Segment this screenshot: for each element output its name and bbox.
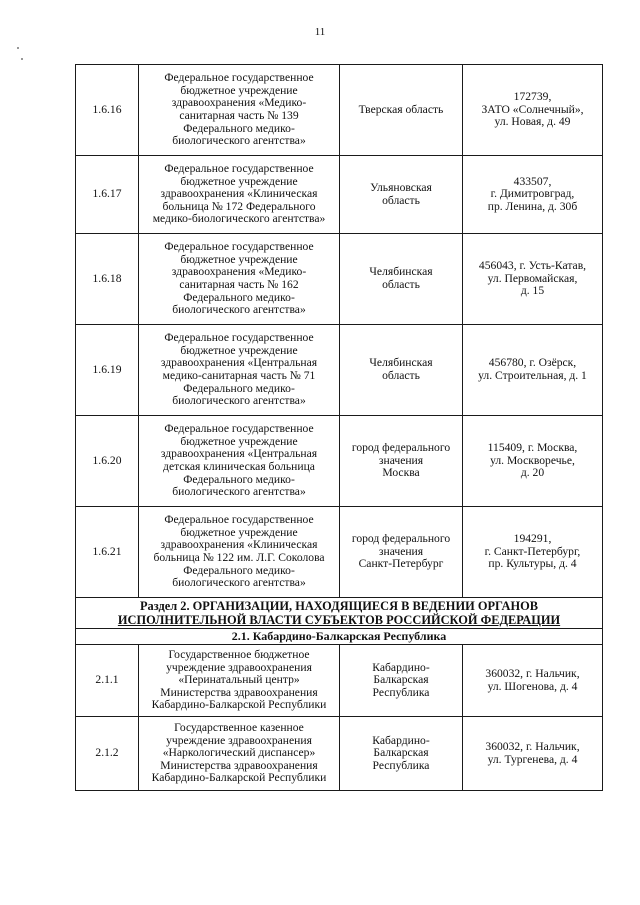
scan-speck: [21, 58, 23, 60]
region-name-line: Кабардино-: [372, 733, 430, 747]
address-line: ул. Москворечье,: [490, 453, 575, 467]
address-line: 115409, г. Москва,: [487, 441, 578, 455]
address-line: 456780, г. Озёрск,: [488, 356, 577, 370]
region-name-line: Балкарская: [373, 746, 429, 760]
address-line: д. 20: [520, 466, 545, 480]
organization-name-line: биологического агентства»: [172, 134, 306, 148]
organization-name-line: учреждение здравоохранения: [166, 733, 312, 747]
page-number: 11: [314, 26, 326, 38]
address-cell: [463, 717, 603, 791]
region-name-line: Санкт-Петербург: [358, 557, 444, 571]
organizations-table: [75, 64, 603, 791]
organization-name-line: бюджетное учреждение: [180, 83, 298, 97]
organization-name-line: здравоохранения «Центральная: [160, 447, 318, 461]
section-heading-row: [76, 598, 603, 629]
table-row: [76, 645, 603, 717]
address-line: 172739,: [513, 90, 552, 104]
address-line: ул. Первомайская,: [487, 271, 578, 285]
region-name-cell: [340, 65, 463, 156]
region-name-line: Балкарская: [373, 673, 429, 687]
organization-name-line: учреждение здравоохранения: [166, 660, 312, 674]
region-name-line: Тверская область: [358, 102, 444, 116]
organization-name-line: бюджетное учреждение: [180, 343, 298, 357]
address-line: пр. Ленина, д. 30б: [487, 199, 578, 213]
region-name-line: Республика: [372, 685, 430, 699]
organization-name-line: бюджетное учреждение: [180, 252, 298, 266]
organization-name-line: бюджетное учреждение: [180, 434, 298, 448]
organization-name-line: здравоохранения «Клиническая: [160, 538, 318, 552]
organization-name-cell: [139, 234, 340, 325]
organization-name-line: Федерального медико-: [183, 472, 295, 486]
address-line: 360032, г. Нальчик,: [485, 666, 580, 680]
table-row: [76, 65, 603, 156]
organization-name-line: Кабардино-Балкарской Республики: [151, 771, 327, 785]
address-line: ЗАТО «Солнечный»,: [481, 102, 584, 116]
organization-name-line: биологического агентства»: [172, 485, 306, 499]
row-number: 2.1.1: [76, 645, 139, 717]
region-name-line: область: [382, 193, 420, 207]
organization-name-line: медико-санитарная часть № 71: [162, 369, 316, 382]
organization-name-line: Кабардино-Балкарской Республики: [151, 698, 327, 712]
address-line: д. 15: [520, 284, 545, 298]
section-heading-line: ИСПОЛНИТЕЛЬНОЙ ВЛАСТИ СУБЪЕКТОВ РОССИЙСКОЙ ФЕДЕРАЦИИ: [117, 613, 561, 627]
organization-name-line: санитарная часть № 162: [179, 278, 299, 291]
region-name-line: значения: [378, 453, 424, 467]
region-name-line: Республика: [372, 758, 430, 772]
address-cell: [463, 65, 603, 156]
address-line: ул. Тургенева, д. 4: [487, 752, 578, 766]
address-cell: [463, 645, 603, 717]
address-cell: [463, 234, 603, 325]
table-row: [76, 717, 603, 791]
region-name-line: Кабардино-: [372, 660, 430, 674]
organization-name-line: Министерства здравоохранения: [160, 685, 318, 699]
region-name-line: город федерального: [351, 532, 451, 546]
organization-name-cell: [139, 65, 340, 156]
region-name-line: Челябинская: [369, 265, 433, 279]
region-name-line: Ульяновская: [370, 180, 432, 194]
address-line: 194291,: [513, 532, 552, 546]
address-line: ул. Шогенова, д. 4: [487, 679, 578, 693]
organization-name-line: Федерального медико-: [183, 563, 295, 577]
region-name-cell: [340, 645, 463, 717]
row-number: 1.6.17: [76, 156, 139, 234]
address-line: 456043, г. Усть-Катав,: [478, 259, 587, 273]
address-line: 360032, г. Нальчик,: [485, 739, 580, 753]
organization-name-cell: [139, 325, 340, 416]
organization-name-line: бюджетное учреждение: [180, 174, 298, 188]
organization-name-cell: [139, 507, 340, 598]
organization-name-line: больница № 122 им. Л.Г. Соколова: [153, 551, 325, 564]
organization-name-line: здравоохранения «Центральная: [160, 356, 318, 370]
table-row: [76, 325, 603, 416]
row-number: 1.6.21: [76, 507, 139, 598]
table-row: [76, 234, 603, 325]
organization-name-line: Федерального медико-: [183, 381, 295, 395]
region-name-cell: [340, 507, 463, 598]
organization-name-cell: [139, 717, 340, 791]
region-name-line: значения: [378, 544, 424, 558]
organization-name-line: медико-биологического агентства»: [152, 212, 326, 226]
organization-name-line: Государственное казенное: [174, 721, 304, 735]
region-name-cell: [340, 325, 463, 416]
region-name-cell: [340, 717, 463, 791]
address-line: ул. Новая, д. 49: [494, 115, 571, 129]
region-name-line: область: [382, 369, 420, 382]
organization-name-line: Федерального медико-: [183, 290, 295, 304]
address-cell: [463, 507, 603, 598]
organization-name-cell: [139, 416, 340, 507]
address-cell: [463, 325, 603, 416]
address-cell: [463, 156, 603, 234]
table-row: [76, 156, 603, 234]
table-row: [76, 416, 603, 507]
organization-name-line: биологического агентства»: [172, 576, 306, 590]
region-name-line: город федерального: [351, 441, 451, 455]
table-row: [76, 507, 603, 598]
organization-name-line: Федеральное государственное: [164, 422, 314, 436]
section-heading-line: Раздел 2. ОРГАНИЗАЦИИ, НАХОДЯЩИЕСЯ В ВЕДЕНИИ ОРГАНОВ: [139, 599, 539, 613]
region-name-line: Москва: [382, 466, 420, 480]
row-number: 1.6.20: [76, 416, 139, 507]
address-line: г. Димитровград,: [490, 187, 575, 201]
address-line: г. Санкт-Петербург,: [484, 544, 581, 558]
organization-name-line: «Наркологический диспансер»: [162, 746, 316, 760]
organization-name-line: санитарная часть № 139: [179, 109, 299, 122]
section-heading: [76, 598, 603, 629]
organization-name-cell: [139, 645, 340, 717]
organization-name-line: Федеральное государственное: [164, 162, 314, 176]
organization-name-line: Федеральное государственное: [164, 331, 314, 345]
organization-name-line: здравоохранения «Медико-: [171, 96, 307, 110]
organization-name-line: детская клиническая больница: [163, 460, 315, 473]
region-name-line: область: [382, 278, 420, 291]
region-name-cell: [340, 416, 463, 507]
region-name-cell: [340, 156, 463, 234]
organization-name-line: Федерального медико-: [183, 121, 295, 135]
organization-name-line: «Перинатальный центр»: [178, 673, 300, 687]
organization-name-cell: [139, 156, 340, 234]
organization-name-line: здравоохранения «Медико-: [171, 265, 307, 279]
address-cell: [463, 416, 603, 507]
organization-name-line: Государственное бюджетное: [168, 648, 310, 662]
subsection-heading-row: [76, 629, 603, 645]
organization-name-line: Федеральное государственное: [164, 513, 314, 527]
subsection-heading: 2.1. Кабардино-Балкарская Республика: [76, 629, 603, 645]
scan-speck: [17, 47, 19, 49]
address-line: пр. Культуры, д. 4: [488, 557, 577, 571]
region-name-line: Челябинская: [369, 356, 433, 370]
row-number: 1.6.19: [76, 325, 139, 416]
organization-name-line: Федеральное государственное: [164, 240, 314, 254]
address-line: 433507,: [513, 174, 552, 188]
organization-name-line: Федеральное государственное: [164, 71, 314, 85]
organization-name-line: Министерства здравоохранения: [160, 758, 318, 772]
organization-name-line: биологического агентства»: [172, 303, 306, 317]
row-number: 1.6.18: [76, 234, 139, 325]
region-name-cell: [340, 234, 463, 325]
row-number: 1.6.16: [76, 65, 139, 156]
organization-name-line: здравоохранения «Клиническая: [160, 187, 318, 201]
row-number: 2.1.2: [76, 717, 139, 791]
organization-name-line: больница № 172 Федерального: [162, 199, 316, 213]
organization-name-line: биологического агентства»: [172, 394, 306, 408]
organization-name-line: бюджетное учреждение: [180, 525, 298, 539]
address-line: ул. Строительная, д. 1: [478, 369, 587, 382]
